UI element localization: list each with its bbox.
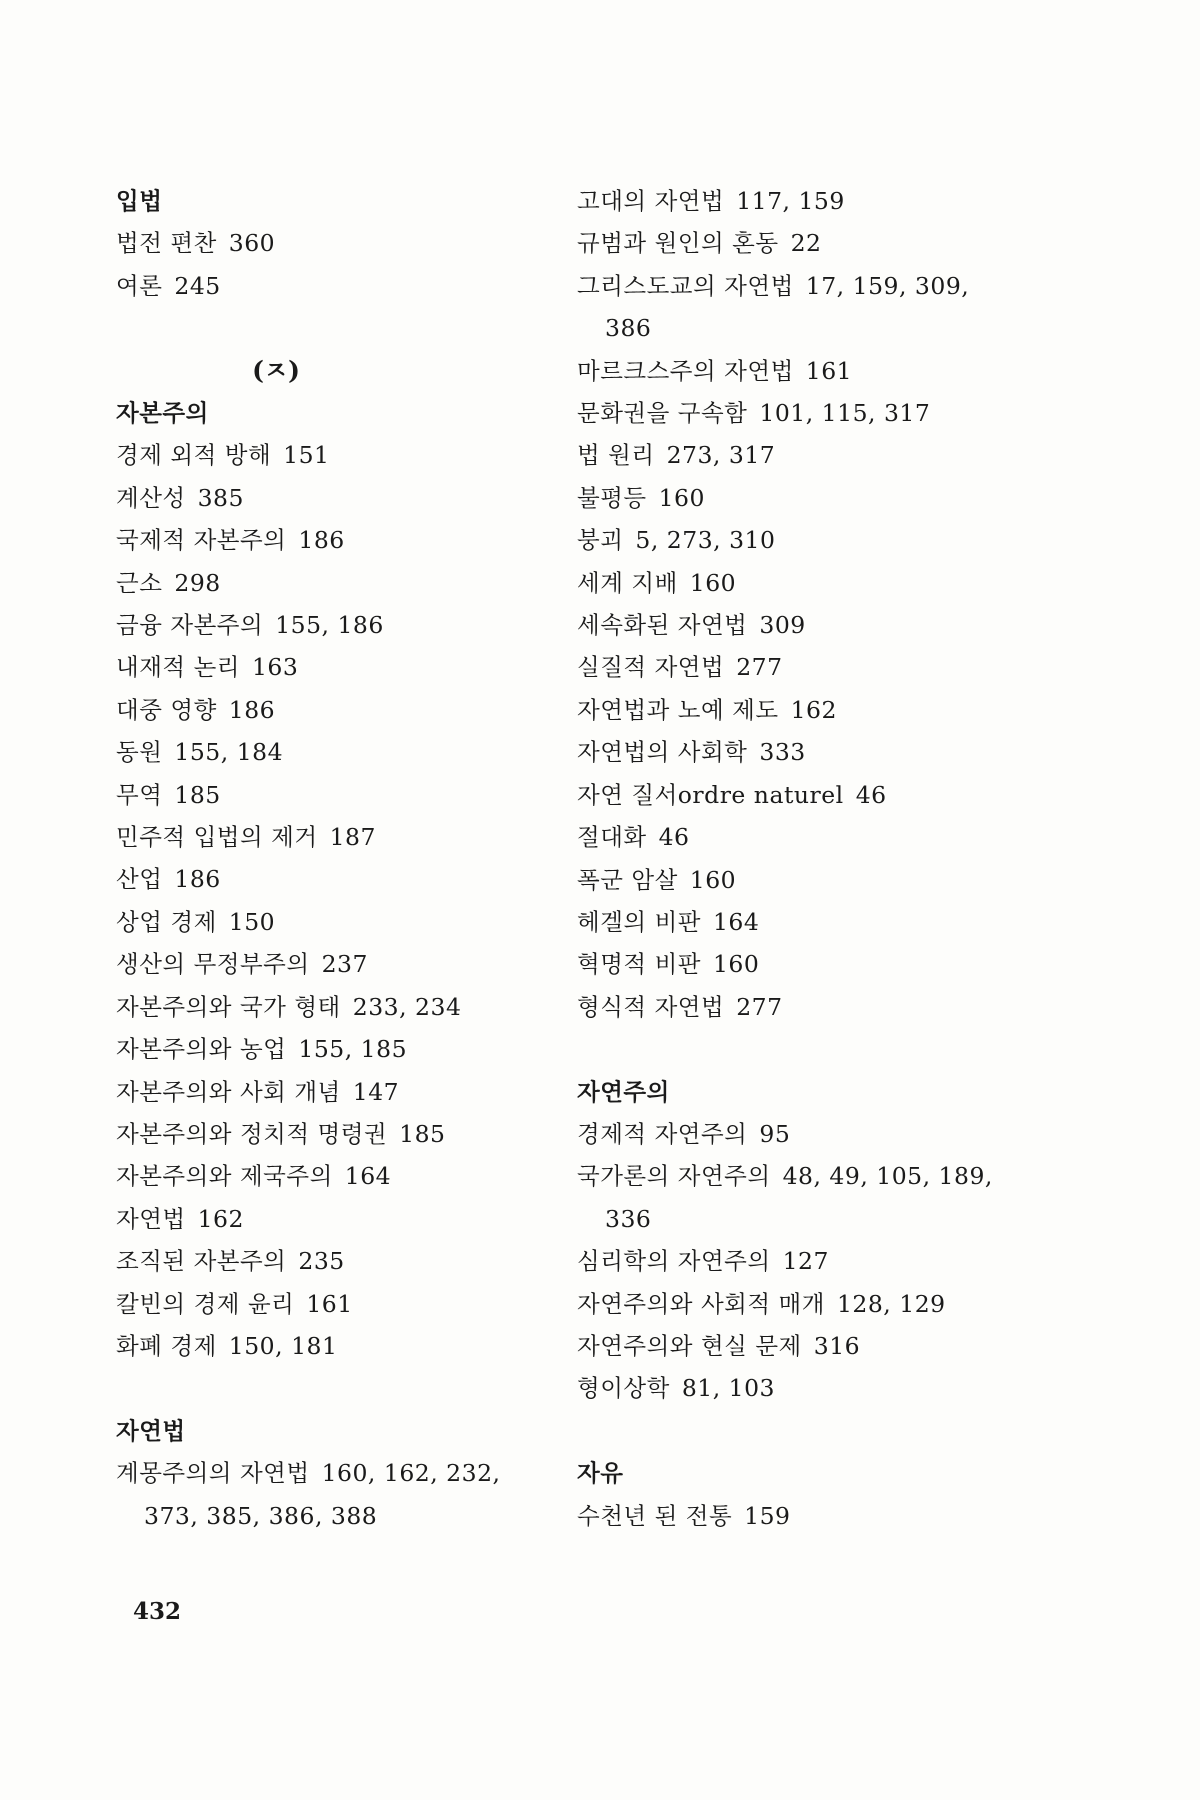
index-entry <box>577 901 1037 943</box>
index-pages: 164 <box>712 907 760 936</box>
index-term: 실질적 자연법 <box>577 653 725 682</box>
index-entry <box>116 1240 536 1282</box>
index-pages: 316 <box>813 1331 861 1360</box>
index-term: 경제 외적 방해 <box>116 441 272 470</box>
index-term: 세계 지배 <box>577 568 678 597</box>
index-pages: 17, 159, 309, <box>805 271 970 300</box>
index-pages: 147 <box>352 1077 400 1106</box>
index-term: 헤겔의 비판 <box>577 907 701 936</box>
index-pages: 309 <box>759 611 806 640</box>
index-term: 계몽주의의 자연법 <box>116 1459 310 1488</box>
index-term: 법 원리 <box>577 441 655 470</box>
index-term: 자연주의와 사회적 매개 <box>577 1289 825 1318</box>
index-entry <box>577 1113 1037 1155</box>
index-entry <box>116 1198 536 1240</box>
index-pages-continued: 373, 385, 386, 388 <box>144 1501 378 1530</box>
index-entry <box>577 350 1037 392</box>
index-pages: 46 <box>855 780 887 809</box>
index-entry <box>116 1283 536 1325</box>
index-entry <box>577 689 1037 731</box>
index-term: 여론 <box>116 271 163 300</box>
index-pages: 298 <box>174 568 221 597</box>
index-entry <box>577 859 1037 901</box>
index-pages: 101, 115, 317 <box>759 399 931 428</box>
index-entry <box>116 858 536 900</box>
index-pages: 333 <box>759 738 806 767</box>
index-term: 근소 <box>116 568 163 597</box>
index-term: 민주적 입법의 제거 <box>116 823 318 852</box>
index-pages: 155, 185 <box>298 1035 408 1064</box>
index-entry <box>116 1155 536 1197</box>
index-entry <box>116 1028 536 1070</box>
index-pages: 162 <box>790 695 837 724</box>
index-term: 조직된 자본주의 <box>116 1247 287 1276</box>
index-pages: 164 <box>344 1162 392 1191</box>
index-term: 자본주의와 정치적 명령권 <box>116 1119 388 1148</box>
index-pages: 233, 234 <box>352 992 462 1021</box>
index-term: 국제적 자본주의 <box>116 526 287 555</box>
index-entry <box>577 392 1037 434</box>
index-term: 경제적 자연주의 <box>577 1119 748 1148</box>
index-entry <box>116 731 536 773</box>
index-pages: 160 <box>689 865 737 894</box>
index-term: 계산성 <box>116 483 186 512</box>
index-entry <box>577 1283 1037 1325</box>
index-entry <box>577 519 1037 561</box>
index-term: 동원 <box>116 738 163 767</box>
index-term: 자연법과 노예 제도 <box>577 695 779 724</box>
section-letter: (ㅈ) <box>252 355 300 385</box>
index-term: 법전 편찬 <box>116 229 217 258</box>
index-term: 무역 <box>116 780 163 809</box>
index-entry <box>577 1155 1037 1197</box>
index-entry <box>577 434 1037 476</box>
index-pages: 235 <box>298 1247 345 1276</box>
index-heading: 자유 <box>577 1459 624 1488</box>
index-entry <box>116 901 536 943</box>
index-pages: 48, 49, 105, 189, <box>782 1162 993 1191</box>
index-entry <box>116 519 536 561</box>
index-term: 불평등 <box>577 483 647 512</box>
index-entry <box>116 943 536 985</box>
index-entry <box>577 986 1037 1028</box>
index-pages: 186 <box>298 526 345 555</box>
index-term: 자연 질서ordre naturel <box>577 780 844 809</box>
index-pages: 245 <box>174 271 221 300</box>
index-term: 규범과 원인의 혼동 <box>577 229 779 258</box>
index-heading: 자연법 <box>116 1416 186 1445</box>
index-pages: 159 <box>744 1501 791 1530</box>
index-pages: 5, 273, 310 <box>635 526 776 555</box>
index-pages: 160 <box>712 950 760 979</box>
index-term: 대중 영향 <box>116 695 217 724</box>
index-term: 자연법의 사회학 <box>577 738 748 767</box>
index-entry <box>116 816 536 858</box>
index-term: 문화권을 구속함 <box>577 399 748 428</box>
index-entry <box>116 774 536 816</box>
index-entry <box>116 434 536 476</box>
index-pages: 150, 181 <box>228 1331 338 1360</box>
index-entry <box>116 689 536 731</box>
index-heading: 자연주의 <box>577 1077 670 1106</box>
index-entry <box>577 562 1037 604</box>
index-pages: 185 <box>399 1119 446 1148</box>
index-term: 자연주의와 현실 문제 <box>577 1331 802 1360</box>
index-entry <box>577 943 1037 985</box>
index-entry <box>577 604 1037 646</box>
index-pages: 128, 129 <box>836 1289 946 1318</box>
index-entry <box>116 646 536 688</box>
index-entry <box>116 1452 536 1494</box>
index-term: 폭군 암살 <box>577 865 678 894</box>
index-pages: 46 <box>658 823 690 852</box>
index-entry <box>577 222 1037 264</box>
spacer <box>577 1028 1037 1070</box>
index-entry <box>116 222 536 264</box>
index-column-left <box>116 180 536 1537</box>
index-term: 자본주의와 제국주의 <box>116 1162 333 1191</box>
index-entry <box>116 1113 536 1155</box>
index-pages-continued: 336 <box>605 1204 652 1233</box>
index-pages: 273, 317 <box>666 441 776 470</box>
index-pages: 277 <box>736 653 783 682</box>
index-entry <box>116 1071 536 1113</box>
index-entry <box>116 562 536 604</box>
index-entry <box>577 180 1037 222</box>
spacer <box>116 1367 536 1409</box>
index-term: 붕괴 <box>577 526 624 555</box>
index-term: 혁명적 비판 <box>577 950 701 979</box>
index-entry <box>577 477 1037 519</box>
index-heading: 자본주의 <box>116 399 209 428</box>
index-entry <box>116 265 536 307</box>
index-pages: 237 <box>321 950 368 979</box>
spacer <box>116 307 536 349</box>
index-pages: 185 <box>174 780 221 809</box>
index-pages: 160 <box>658 483 705 512</box>
index-pages: 150 <box>228 907 276 936</box>
index-pages: 162 <box>197 1204 244 1233</box>
index-term: 생산의 무정부주의 <box>116 950 310 979</box>
index-pages: 22 <box>790 229 822 258</box>
index-term: 내재적 논리 <box>116 653 240 682</box>
index-pages: 187 <box>329 823 376 852</box>
index-pages: 163 <box>251 653 299 682</box>
index-pages: 161 <box>306 1289 353 1318</box>
index-term: 형이상학 <box>577 1374 670 1403</box>
index-term: 칼빈의 경제 윤리 <box>116 1289 295 1318</box>
index-pages: 81, 103 <box>681 1374 776 1403</box>
page-number: 432 <box>133 1598 182 1625</box>
index-pages: 385 <box>197 483 244 512</box>
index-term: 상업 경제 <box>116 907 217 936</box>
index-entry <box>116 986 536 1028</box>
index-entry <box>577 1495 1037 1537</box>
index-term: 수천년 된 전통 <box>577 1501 733 1530</box>
index-pages-continued: 386 <box>605 314 652 343</box>
index-pages: 160 <box>689 568 737 597</box>
index-term: 형식적 자연법 <box>577 992 725 1021</box>
index-term: 절대화 <box>577 823 647 852</box>
index-entry <box>577 816 1037 858</box>
index-term: 금융 자본주의 <box>116 611 264 640</box>
index-pages: 160, 162, 232, <box>321 1459 501 1488</box>
index-pages: 117, 159 <box>736 187 845 215</box>
index-pages: 127 <box>782 1247 829 1276</box>
index-pages: 186 <box>228 695 276 724</box>
index-term: 세속화된 자연법 <box>577 611 748 640</box>
index-entry <box>116 477 536 519</box>
index-term: 자본주의와 농업 <box>116 1035 287 1064</box>
index-pages: 95 <box>759 1119 791 1148</box>
index-entry <box>577 1367 1037 1409</box>
index-entry <box>577 1240 1037 1282</box>
index-term: 국가론의 자연주의 <box>577 1162 771 1191</box>
index-entry <box>577 774 1037 816</box>
index-pages: 277 <box>736 992 783 1021</box>
index-entry <box>577 265 1037 307</box>
index-pages: 155, 184 <box>174 738 284 767</box>
index-pages: 360 <box>228 229 276 258</box>
index-entry <box>116 1325 536 1367</box>
index-term: 자본주의와 국가 형태 <box>116 992 341 1021</box>
index-heading: 입법 <box>116 187 163 215</box>
spacer <box>577 1410 1037 1452</box>
index-term: 자연법 <box>116 1204 186 1233</box>
index-term: 심리학의 자연주의 <box>577 1247 771 1276</box>
index-term: 마르크스주의 자연법 <box>577 356 794 385</box>
index-entry <box>577 1325 1037 1367</box>
index-pages: 155, 186 <box>275 611 384 640</box>
index-pages: 186 <box>174 865 221 894</box>
index-term: 자본주의와 사회 개념 <box>116 1077 341 1106</box>
index-entry <box>116 604 536 646</box>
index-column-right <box>577 180 1037 1537</box>
index-pages: 151 <box>283 441 330 470</box>
index-entry <box>577 646 1037 688</box>
index-term: 산업 <box>116 865 163 894</box>
index-term: 화폐 경제 <box>116 1331 217 1360</box>
index-pages: 161 <box>805 356 853 385</box>
index-term: 그리스도교의 자연법 <box>577 271 794 300</box>
index-entry <box>577 731 1037 773</box>
index-term: 고대의 자연법 <box>577 187 725 215</box>
